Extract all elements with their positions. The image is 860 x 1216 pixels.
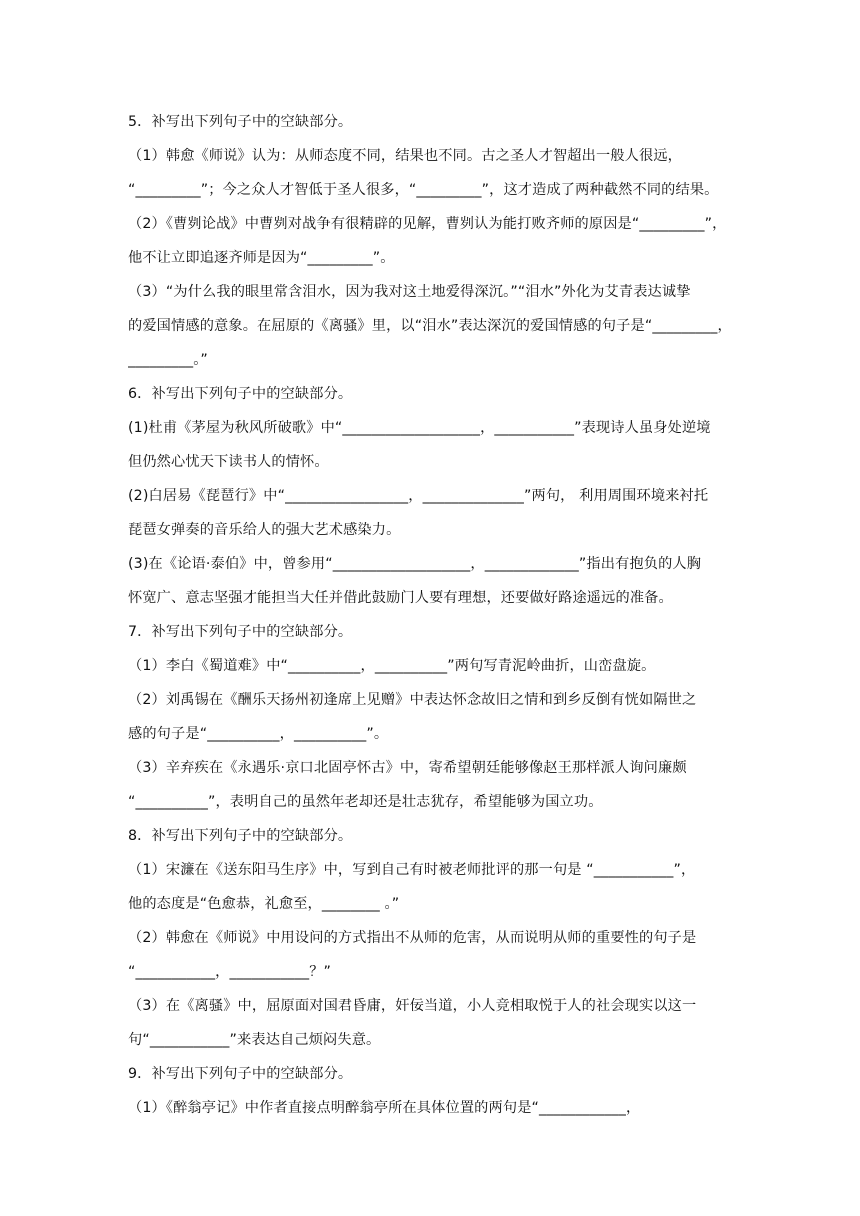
question-7-part-2-blanks: 感的句子是“__________，__________”。 <box>128 726 389 742</box>
question-5-part-2-text: （2）《曹刿论战》中曹刿对战争有很精辟的见解，曹刿认为能打败齐师的原因是“_________”， <box>128 216 727 232</box>
question-8-part-3-text: （3）在《离骚》中，屈原面对国君昏庸，奸佞当道，小人竞相取悦于人的社会现实以这一 <box>128 998 697 1014</box>
question-5-part-1-blanks: “_________”；今之众人才智低于圣人很多，“_________”，这才造成了两种截然不同的结果。 <box>128 182 719 198</box>
question-6-part-2-continued: 琵琶女弹奏的音乐给人的强大艺术感染力。 <box>128 522 401 538</box>
question-8-part-3-blank: 句“___________”来表达自己烦闷失意。 <box>128 1032 381 1048</box>
question-8-part-1-text: （1）宋濂在《送东阳马生序》中，写到自己有时被老师批评的那一句是 “___________”， <box>128 862 696 878</box>
question-7-part-3-blank: “__________”，表明自己的虽然年老却还是壮志犹存，希望能够为国立功。 <box>128 794 603 810</box>
question-5-part-3-continued: 的爱国情感的意象。在屈原的《离骚》里，以“泪水”表达深沉的爱国情感的句子是“_________， <box>128 318 732 334</box>
question-5-part-1-text: （1）韩愈《师说》认为：从师态度不同，结果也不同。古之圣人才智超出一般人很远， <box>128 148 683 164</box>
question-7-part-2-text: （2）刘禹锡在《酬乐天扬州初逢席上见赠》中表达怀念故旧之情和到乡反倒有恍如隔世之 <box>128 692 697 708</box>
question-8-heading: 8．补写出下列句子中的空缺部分。 <box>128 828 353 844</box>
question-5-part-3-text: （3）“为什么我的眼里常含泪水，因为我对这土地爱得深沉。”“泪水”外化为艾青表达诚挚 <box>128 284 691 300</box>
question-7-part-3-text: （3）辛弃疾在《永遇乐·京口北固亭怀古》中，寄希望朝廷能够像赵王那样派人询问廉颇 <box>128 760 687 776</box>
question-6-part-3-text: (3)在《论语·泰伯》中，曾参用“___________________，_____________”指出有抱负的人胸 <box>128 556 702 572</box>
question-5-heading: 5．补写出下列句子中的空缺部分。 <box>128 114 353 130</box>
question-6-part-3-continued: 怀宽广、意志坚强才能担当大任并借此鼓励门人要有理想，还要做好路途遥远的准备。 <box>128 590 673 606</box>
question-8-part-2-text: （2）韩愈在《师说》中用设问的方式指出不从师的危害，从而说明从师的重要性的句子是 <box>128 930 697 946</box>
question-5-part-3-blank: _________。” <box>128 352 208 368</box>
question-6-part-1-continued: 但仍然心忧天下读书人的情怀。 <box>128 454 329 470</box>
question-8-part-1-continued: 他的态度是“色愈恭，礼愈至，________ 。” <box>128 896 400 912</box>
question-7-part-1-text: （1）李白《蜀道难》中“__________，__________”两句写青泥岭曲折，山峦盘旋。 <box>128 658 656 674</box>
question-6-part-1-text: (1)杜甫《茅屋为秋风所破歌》中“___________________，___________”表现诗人虽身处逆境 <box>128 420 711 436</box>
question-6-heading: 6．补写出下列句子中的空缺部分。 <box>128 386 353 402</box>
question-7-heading: 7．补写出下列句子中的空缺部分。 <box>128 624 353 640</box>
question-9-heading: 9．补写出下列句子中的空缺部分。 <box>128 1066 353 1082</box>
question-9-part-1-text: （1）《醉翁亭记》中作者直接点明醉翁亭所在具体位置的两句是“____________， <box>128 1100 641 1116</box>
question-8-part-2-blanks: “___________，___________？” <box>128 964 332 980</box>
question-5-part-2-blank: 他不让立即追逐齐师是因为“_________”。 <box>128 250 395 266</box>
question-6-part-2-text: (2)白居易《琵琶行》中“_________________，______________”两句， 利用周围环境来衬托 <box>128 488 709 504</box>
